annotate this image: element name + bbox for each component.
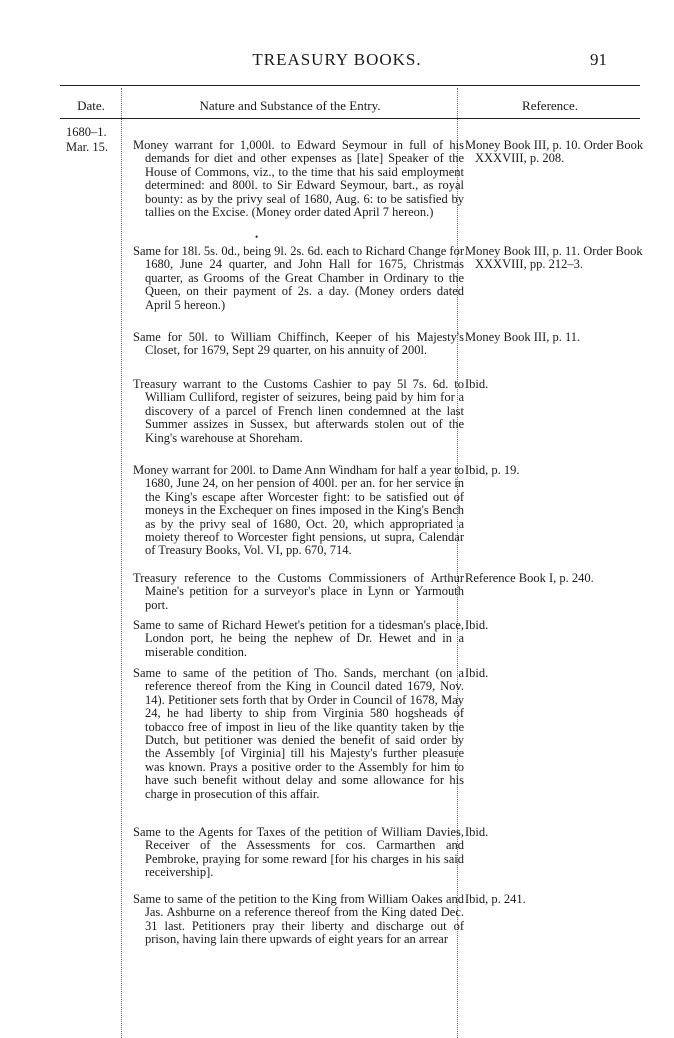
entry-reference: Reference Book I, p. 240. xyxy=(465,571,594,585)
column-header-reference: Reference. xyxy=(522,98,578,113)
entry-reference: Ibid. xyxy=(465,666,489,680)
entry-text: Same to same of the petition to the King from William Oakes and Jas. Ashburne on a reference thereof from the King dated Dec. 31 last. Petitioners pray their liberty and discharge out of prison, having lain there upwards of eight years for an arrear xyxy=(133,892,464,947)
column-header-date: Date. xyxy=(77,98,105,113)
entry-reference: Ibid. xyxy=(465,825,489,839)
entry-reference: Ibid. xyxy=(465,377,489,391)
entry-text: Treasury warrant to the Customs Cashier to pay 5l 7s. 6d. to William Culliford, register of seizures, being paid by him for a discovery of a parcel of French linen condemned at the last Summer assizes in Sussex, but afterwards stolen out of the King's warehouse at Shoreham. xyxy=(133,377,464,445)
entry-reference: Ibid, p. 241. xyxy=(465,892,526,906)
entry-text: Same to same of Richard Hewet's petition for a tidesman's place, London port, he being the nephew of Dr. Hewet and in a miserable condition. xyxy=(133,618,464,659)
entry-reference: Ibid. xyxy=(465,618,489,632)
running-title: TREASURY BOOKS. xyxy=(252,50,422,69)
entry-text: Same to same of the petition of Tho. Sands, merchant (on a reference thereof from the King in Council dated 1679, Nov. 14). Petitioner sets forth that by Order in Council of 1678, May 24, he had liberty to ship from Virginia 580 hogsheads of tobacco free of impost in lieu of the like quantity taken by the Dutch, but petitioner was denied the benefit of said order by the Assembly [of Virginia] till his Majesty's further pleasure was known. Prays a positive order to the Assembly for him to have such benefit without delay and some allowance for his charge in prosecution of this affair. xyxy=(133,666,464,801)
entry-reference: Money Book III, p. 10. Order Book XXXVIII, p. 208. xyxy=(465,138,644,166)
entry-text: Same to the Agents for Taxes of the petition of William Davies, Receiver of the Assessments for cos. Carmarthen and Pembroke, praying for some reward [for his charges in his said receivership]. xyxy=(133,825,464,880)
entry-reference: Ibid, p. 19. xyxy=(465,463,520,477)
column-divider-date xyxy=(121,88,122,1038)
date-day: Mar. 15. xyxy=(66,140,109,154)
header-rule-bottom xyxy=(60,118,640,119)
entry-reference: Money Book III, p. 11. Order Book XXXVIII, pp. 212–3. xyxy=(465,244,643,272)
column-header-nature: Nature and Substance of the Entry. xyxy=(199,98,381,113)
entry-text: Money warrant for 200l. to Dame Ann Windham for half a year to 1680, June 24, on her pension of 400l. per an. for her service in the King's escape after Worcester fight: to be satisfied out of moneys in the Exchequer on fines imposed in the King's Bench as by the privy seal of 1680, Oct. 20, which appropriated a moiety thereof to Worcester fight pensions, ut supra, Calendar of Treasury Books, Vol. VI, pp. 670, 714. xyxy=(133,463,464,558)
entry-text: Treasury reference to the Customs Commissioners of Arthur Maine's petition for a surveyor's place in Lynn or Yarmouth port. xyxy=(133,571,464,612)
entry-text: Same for 50l. to William Chiffinch, Keeper of his Majesty's Closet, for 1679, Sept 29 quarter, on his annuity of 200l. xyxy=(133,330,464,358)
header-rule-top xyxy=(60,85,640,86)
entry-text: Same for 18l. 5s. 0d., being 9l. 2s. 6d. each to Richard Change for 1680, June 24 quarter, and John Hall for 1675, Christmas quarter, as Grooms of the Great Chamber in Ordinary to the Queen, on their payment of 2s. a day. (Money orders dated April 5 hereon.) xyxy=(133,244,464,312)
printer-mark: • xyxy=(255,232,259,242)
entry-reference: Money Book III, p. 11. xyxy=(465,330,581,344)
date-year: 1680–1. xyxy=(66,125,107,139)
page-number: 91 xyxy=(590,50,607,69)
entry-text: Money warrant for 1,000l. to Edward Seymour in full of his demands for diet and other expenses as [late] Speaker of the House of Commons, viz., to the time that his said employment determined: and 800l. to Sir Edward Seymour, bart., as royal bounty: as by the privy seal of 1680, Aug. 6: to be satisfied by tallies on the Excise. (Money order dated April 7 hereon.) xyxy=(133,138,464,220)
